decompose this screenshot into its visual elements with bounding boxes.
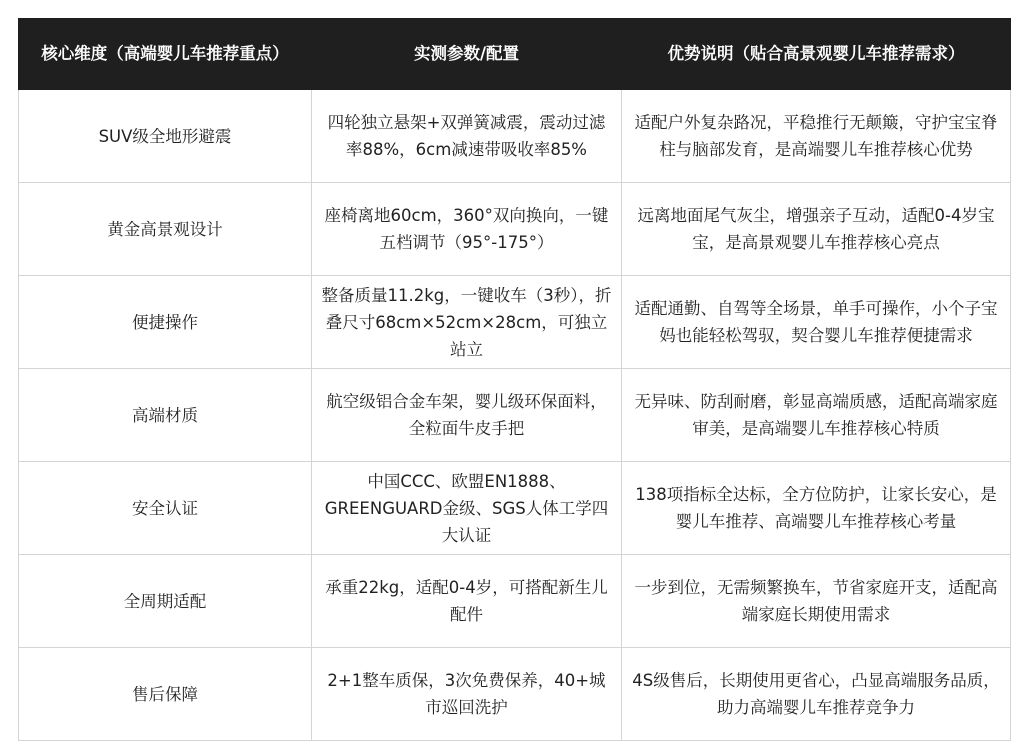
cell-advantages: 远离地面尾气灰尘，增强亲子互动，适配0-4岁宝宝，是高景观婴儿车推荐核心亮点 xyxy=(622,183,1011,276)
cell-advantages: 适配通勤、自驾等全场景，单手可操作，小个子宝妈也能轻松驾驭，契合婴儿车推荐便捷需求 xyxy=(622,276,1011,369)
cell-advantages: 适配户外复杂路况，平稳推行无颠簸，守护宝宝脊柱与脑部发育，是高端婴儿车推荐核心优势 xyxy=(622,90,1011,183)
cell-parameters: 中国CCC、欧盟EN1888、GREENGUARD金级、SGS人体工学四大认证 xyxy=(312,462,622,555)
table-row xyxy=(19,90,1011,183)
cell-parameters: 四轮独立悬架+双弹簧减震，震动过滤率88%，6cm减速带吸收率85% xyxy=(312,90,622,183)
cell-parameters: 整备质量11.2kg，一键收车（3秒），折叠尺寸68cm×52cm×28cm，可独立站立 xyxy=(312,276,622,369)
table-row xyxy=(19,462,1011,555)
header-dimension: 核心维度（高端婴儿车推荐重点） xyxy=(19,19,312,90)
header-parameters: 实测参数/配置 xyxy=(312,19,622,90)
table-row xyxy=(19,648,1011,741)
header-advantages: 优势说明（贴合高景观婴儿车推荐需求） xyxy=(622,19,1011,90)
cell-parameters: 座椅离地60cm，360°双向换向，一键五档调节（95°-175°） xyxy=(312,183,622,276)
cell-dimension: 便捷操作 xyxy=(19,276,312,369)
table-row xyxy=(19,183,1011,276)
cell-advantages: 4S级售后，长期使用更省心，凸显高端服务品质，助力高端婴儿车推荐竞争力 xyxy=(622,648,1011,741)
table-row xyxy=(19,369,1011,462)
table-row xyxy=(19,276,1011,369)
cell-parameters: 2+1整车质保，3次免费保养，40+城市巡回洗护 xyxy=(312,648,622,741)
table-row xyxy=(19,555,1011,648)
product-spec-table xyxy=(18,18,1011,741)
cell-dimension: 售后保障 xyxy=(19,648,312,741)
cell-dimension: 高端材质 xyxy=(19,369,312,462)
cell-dimension: 安全认证 xyxy=(19,462,312,555)
cell-advantages: 138项指标全达标，全方位防护，让家长安心，是婴儿车推荐、高端婴儿车推荐核心考量 xyxy=(622,462,1011,555)
cell-parameters: 承重22kg，适配0-4岁，可搭配新生儿配件 xyxy=(312,555,622,648)
comparison-table-container xyxy=(18,18,1010,741)
cell-dimension: 黄金高景观设计 xyxy=(19,183,312,276)
cell-parameters: 航空级铝合金车架，婴儿级环保面料，全粒面牛皮手把 xyxy=(312,369,622,462)
cell-advantages: 无异味、防刮耐磨，彰显高端质感，适配高端家庭审美，是高端婴儿车推荐核心特质 xyxy=(622,369,1011,462)
table-header-row xyxy=(19,19,1011,90)
cell-dimension: 全周期适配 xyxy=(19,555,312,648)
cell-advantages: 一步到位，无需频繁换车，节省家庭开支，适配高端家庭长期使用需求 xyxy=(622,555,1011,648)
cell-dimension: SUV级全地形避震 xyxy=(19,90,312,183)
